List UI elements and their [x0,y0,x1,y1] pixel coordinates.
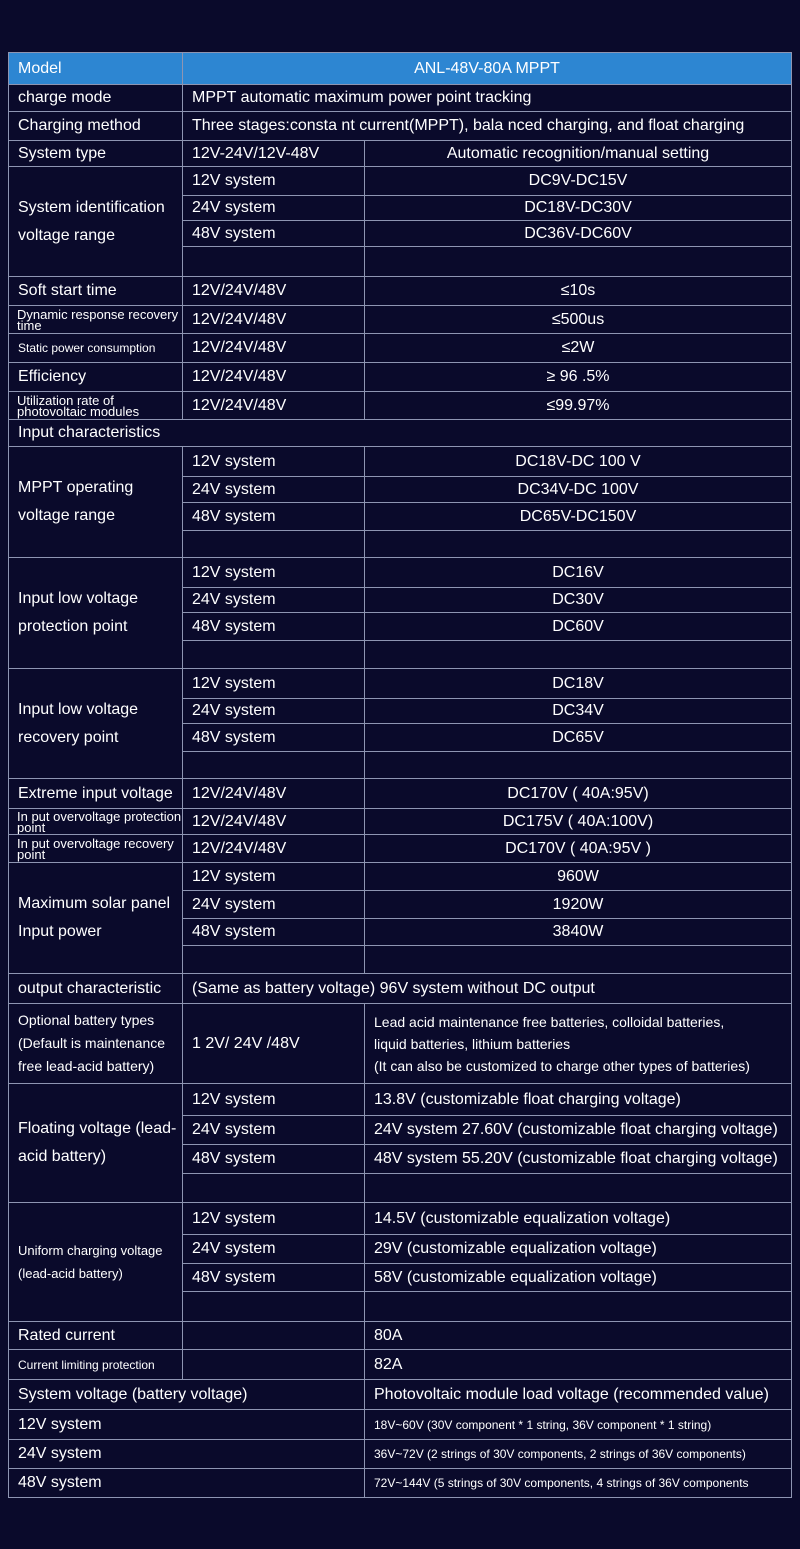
system-cell: 24V system [183,477,365,503]
value-cell: DC18V-DC30V [365,196,792,221]
empty-cell [183,1174,365,1203]
battery-types-value [365,1004,792,1084]
empty-cell [183,946,365,974]
table-row [9,669,792,699]
battery-types-line: Lead acid maintenance free batteries, colloidal batteries, [374,1013,725,1030]
spec-table [8,52,792,1498]
system-cell: 12V system [183,167,365,196]
system-cell: 24V system [183,1235,365,1264]
utilization-row [9,392,792,420]
dynamic-response-value: ≤500us [365,306,792,334]
value-cell: 3840W [365,919,792,946]
system-cell: 48V system [183,221,365,247]
overvoltage-protection-value: DC175V ( 40A:100V) [365,809,792,835]
table-row [9,558,792,588]
system-cell: 24V system [183,196,365,221]
pv-system-cell: 48V system [9,1469,365,1498]
charging-method-label: Charging method [9,112,183,141]
overvoltage-protection-row [9,809,792,835]
overvoltage-recovery-row [9,835,792,863]
rated-current-row [9,1322,792,1350]
value-cell: 13.8V (customizable float charging voltage) [365,1084,792,1116]
output-characteristic-row [9,974,792,1004]
empty-cell [183,641,365,669]
extreme-input-row [9,779,792,809]
pv-system-cell: 12V system [9,1410,365,1440]
soft-start-value: ≤10s [365,277,792,306]
empty-cell [183,1322,365,1350]
system-cell: 12V system [183,1203,365,1235]
pv-value-cell: 18V~60V (30V component * 1 string, 36V component * 1 string) [365,1410,792,1440]
empty-cell [183,531,365,558]
model-label: Model [9,53,183,85]
pv-value-cell: 36V~72V (2 strings of 30V components, 2 strings of 36V components) [365,1440,792,1469]
output-characteristic-label: output characteristic [9,974,183,1004]
system-identification-label: System identification voltage range [9,167,183,277]
empty-cell [365,247,792,277]
mppt-range-label: MPPT operating voltage range [9,447,183,558]
value-cell: DC65V [365,724,792,752]
system-cell: 12V system [183,447,365,477]
pv-system-cell: 24V system [9,1440,365,1469]
system-cell: 12V system [183,863,365,891]
input-characteristics-row [9,420,792,447]
table-row [9,447,792,477]
extreme-input-voltages: 12V/24V/48V [183,779,365,809]
overvoltage-protection-voltages: 12V/24V/48V [183,809,365,835]
value-cell: DC18V-DC 100 V [365,447,792,477]
empty-cell [183,1292,365,1322]
value-cell: 58V (customizable equalization voltage) [365,1264,792,1292]
efficiency-voltages: 12V/24V/48V [183,363,365,392]
value-cell: 960W [365,863,792,891]
system-cell: 12V system [183,669,365,699]
charge-mode-label: charge mode [9,85,183,112]
battery-types-voltages: 1 2V/ 24V /48V [183,1004,365,1084]
table-row [9,1084,792,1116]
static-power-label: Static power consumption [9,334,183,363]
table-row [9,167,792,196]
system-cell: 48V system [183,1264,365,1292]
value-cell: DC18V [365,669,792,699]
header-row [9,53,792,85]
battery-types-row [9,1004,792,1084]
uniform-charging-label: Uniform charging voltage (lead-acid battery) [9,1203,183,1322]
output-characteristic-value: (Same as battery voltage) 96V system without DC output [183,974,792,1004]
soft-start-row [9,277,792,306]
overvoltage-protection-label: In put overvoltage protection point [9,809,183,835]
max-solar-label: Maximum solar panel Input power [9,863,183,974]
charge-mode-value: MPPT automatic maximum power point tracking [183,85,792,112]
empty-cell [365,946,792,974]
utilization-label: Utilization rate of photovoltaic modules [9,392,183,420]
extreme-input-label: Extreme input voltage [9,779,183,809]
table-row [9,1410,792,1440]
system-cell: 48V system [183,919,365,946]
empty-cell [365,1292,792,1322]
dynamic-response-voltages: 12V/24V/48V [183,306,365,334]
system-cell: 12V system [183,1084,365,1116]
empty-cell [365,531,792,558]
utilization-voltages: 12V/24V/48V [183,392,365,420]
dynamic-response-label: Dynamic response recovery time [9,306,183,334]
battery-types-line: liquid batteries, lithium batteries [374,1035,571,1052]
current-limiting-label: Current limiting protection [9,1350,183,1380]
value-cell: DC36V-DC60V [365,221,792,247]
static-power-row [9,334,792,363]
table-row [9,863,792,891]
empty-cell [365,1174,792,1203]
value-cell: DC16V [365,558,792,588]
charging-method-value: Three stages:consta nt current(MPPT), bala nced charging, and float charging [183,112,792,141]
input-low-recovery-label: Input low voltage recovery point [9,669,183,779]
pv-value-cell: 72V~144V (5 strings of 30V components, 4 strings of 36V components [365,1469,792,1498]
overvoltage-recovery-value: DC170V ( 40A:95V ) [365,835,792,863]
value-cell: DC60V [365,613,792,641]
system-type-value: Automatic recognition/manual setting [365,141,792,167]
system-cell: 24V system [183,891,365,919]
current-limiting-row [9,1350,792,1380]
efficiency-label: Efficiency [9,363,183,392]
pv-header-row [9,1380,792,1410]
system-type-voltages: 12V-24V/12V-48V [183,141,365,167]
system-cell: 48V system [183,1145,365,1174]
value-cell: 29V (customizable equalization voltage) [365,1235,792,1264]
rated-current-value: 80A [365,1322,792,1350]
floating-voltage-label: Floating voltage (lead-acid battery) [9,1084,183,1203]
table-row [9,1203,792,1235]
system-cell: 24V system [183,1116,365,1145]
value-cell: 48V system 55.20V (customizable float charging voltage) [365,1145,792,1174]
rated-current-label: Rated current [9,1322,183,1350]
input-characteristics-label: Input characteristics [9,420,792,447]
charging-method-row [9,112,792,141]
empty-cell [365,752,792,779]
system-cell: 12V system [183,558,365,588]
value-cell: 14.5V (customizable equalization voltage) [365,1203,792,1235]
value-cell: DC9V-DC15V [365,167,792,196]
pv-right-header: Photovoltaic module load voltage (recommended value) [365,1380,792,1410]
value-cell: DC30V [365,588,792,613]
static-power-value: ≤2W [365,334,792,363]
battery-types-label: Optional battery types (Default is maintenance free lead-acid battery) [9,1004,183,1084]
system-cell: 24V system [183,699,365,724]
pv-left-header: System voltage (battery voltage) [9,1380,365,1410]
overvoltage-recovery-label: In put overvoltage recovery point [9,835,183,863]
table-row [9,1440,792,1469]
empty-cell [365,641,792,669]
system-type-label: System type [9,141,183,167]
system-cell: 48V system [183,613,365,641]
empty-cell [183,1350,365,1380]
system-cell: 48V system [183,724,365,752]
utilization-value: ≤99.97% [365,392,792,420]
value-cell: 1920W [365,891,792,919]
model-value: ANL-48V-80A MPPT [183,53,792,85]
efficiency-value: ≥ 96 .5% [365,363,792,392]
charge-mode-row [9,85,792,112]
empty-cell [183,247,365,277]
soft-start-voltages: 12V/24V/48V [183,277,365,306]
value-cell: DC65V-DC150V [365,503,792,531]
battery-types-line: (It can also be customized to charge other types of batteries) [374,1057,750,1074]
current-limiting-value: 82A [365,1350,792,1380]
system-cell: 48V system [183,503,365,531]
overvoltage-recovery-voltages: 12V/24V/48V [183,835,365,863]
value-cell: 24V system 27.60V (customizable float charging voltage) [365,1116,792,1145]
dynamic-response-row [9,306,792,334]
table-row [9,1469,792,1498]
input-low-protection-label: Input low voltage protection point [9,558,183,669]
system-cell: 24V system [183,588,365,613]
soft-start-label: Soft start time [9,277,183,306]
system-type-row [9,141,792,167]
extreme-input-value: DC170V ( 40A:95V) [365,779,792,809]
efficiency-row [9,363,792,392]
static-power-voltages: 12V/24V/48V [183,334,365,363]
value-cell: DC34V-DC 100V [365,477,792,503]
value-cell: DC34V [365,699,792,724]
empty-cell [183,752,365,779]
